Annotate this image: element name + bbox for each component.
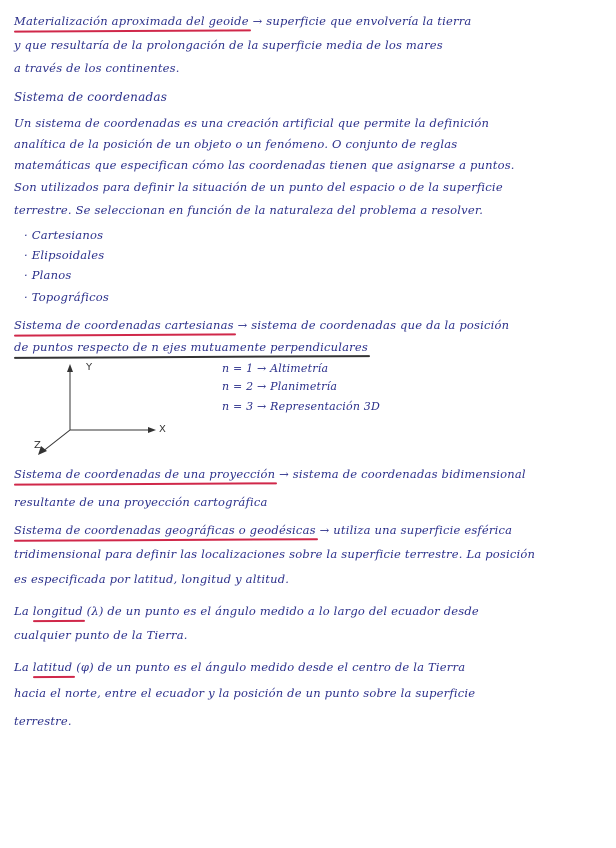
- longitude-line-1: La longitud (λ) de un punto es el ángulo medido a lo largo del ecuador desde: [14, 604, 479, 618]
- intro-line-1-rest: → superficie que envolvería la tierra: [248, 14, 472, 28]
- geographic-line-1: [14, 523, 512, 537]
- list-item: · Planos: [24, 268, 72, 282]
- list-item: · Elipsoidales: [24, 248, 105, 262]
- axes-sketch: [30, 360, 170, 460]
- geographic-line-2: tridimensional para definir las localizaciones sobre la superficie terrestre. La posición: [14, 547, 536, 561]
- longitude-line-1-rest: (λ) de un punto es el ángulo medido a lo largo del ecuador desde: [82, 604, 479, 618]
- intro-line-2: y que resultaría de la prolongación de la superficie media de los mares: [14, 38, 443, 52]
- axis-label-x: X: [159, 424, 166, 435]
- intro-line-1: [14, 14, 471, 28]
- axis-label-y: Y: [86, 362, 93, 373]
- list-item: · Topográficos: [24, 290, 110, 304]
- geographic-line-3: es especificada por latitud, longitud y altitud.: [14, 572, 290, 586]
- latitude-line-1-rest: (φ) de un punto es el ángulo medido desde el centro de la Tierra: [72, 660, 466, 674]
- longitude-term: longitud: [32, 604, 83, 618]
- z-axis: [42, 430, 70, 452]
- intro-term: Materialización aproximada del geoide: [14, 14, 249, 28]
- geographic-line-1-rest: → utiliza una superficie esférica: [315, 523, 513, 537]
- y-axis-arrow: [67, 364, 73, 372]
- axis-label-z: Z: [34, 440, 41, 451]
- latitude-line-2: hacia el norte, entre el ecuador y la posición de un punto sobre la superficie: [14, 686, 476, 700]
- cartesian-term: Sistema de coordenadas cartesianas: [14, 318, 234, 332]
- projection-line-1: [14, 467, 526, 481]
- list-item: · Cartesianos: [24, 228, 104, 242]
- coord-paragraph-line: matemáticas que especifican cómo las coordenadas tienen que asignarse a puntos.: [14, 158, 515, 172]
- dimension-item: n = 1 → Altimetría: [222, 362, 329, 375]
- latitude-line-3: terrestre.: [14, 714, 72, 728]
- x-axis-arrow: [148, 427, 156, 433]
- cartesian-line-1: [14, 318, 509, 332]
- coord-paragraph-line: terrestre. Se seleccionan en función de la naturaleza del problema a resolver.: [14, 203, 484, 217]
- dimension-item: n = 3 → Representación 3D: [222, 400, 381, 413]
- coord-paragraph-line: Son utilizados para definir la situación de un punto del espacio o de la superficie: [14, 180, 503, 194]
- projection-term: Sistema de coordenadas de una proyección: [14, 467, 276, 481]
- projection-line-1-rest: → sistema de coordenadas bidimensional: [275, 467, 526, 481]
- coord-paragraph-line: Un sistema de coordenadas es una creación artificial que permite la definición: [14, 116, 490, 130]
- coord-heading: Sistema de coordenadas: [14, 90, 168, 104]
- dimension-item: n = 2 → Planimetría: [222, 380, 338, 393]
- intro-line-3: a través de los continentes.: [14, 61, 180, 75]
- coord-paragraph-line: analítica de la posición de un objeto o un fenómeno. O conjunto de reglas: [14, 137, 458, 151]
- cartesian-line-1-rest: → sistema de coordenadas que da la posición: [233, 318, 510, 332]
- longitude-line-2: cualquier punto de la Tierra.: [14, 628, 188, 642]
- cartesian-line-2: [14, 340, 368, 354]
- projection-line-2: resultante de una proyección cartográfica: [14, 495, 268, 509]
- latitude-term: latitud: [32, 660, 73, 674]
- cartesian-line-2-text: de puntos respecto de n ejes mutuamente perpendiculares: [14, 340, 368, 354]
- geographic-term: Sistema de coordenadas geográficas o geodésicas: [14, 523, 316, 537]
- latitude-line-1: La latitud (φ) de un punto es el ángulo medido desde el centro de la Tierra: [14, 660, 466, 674]
